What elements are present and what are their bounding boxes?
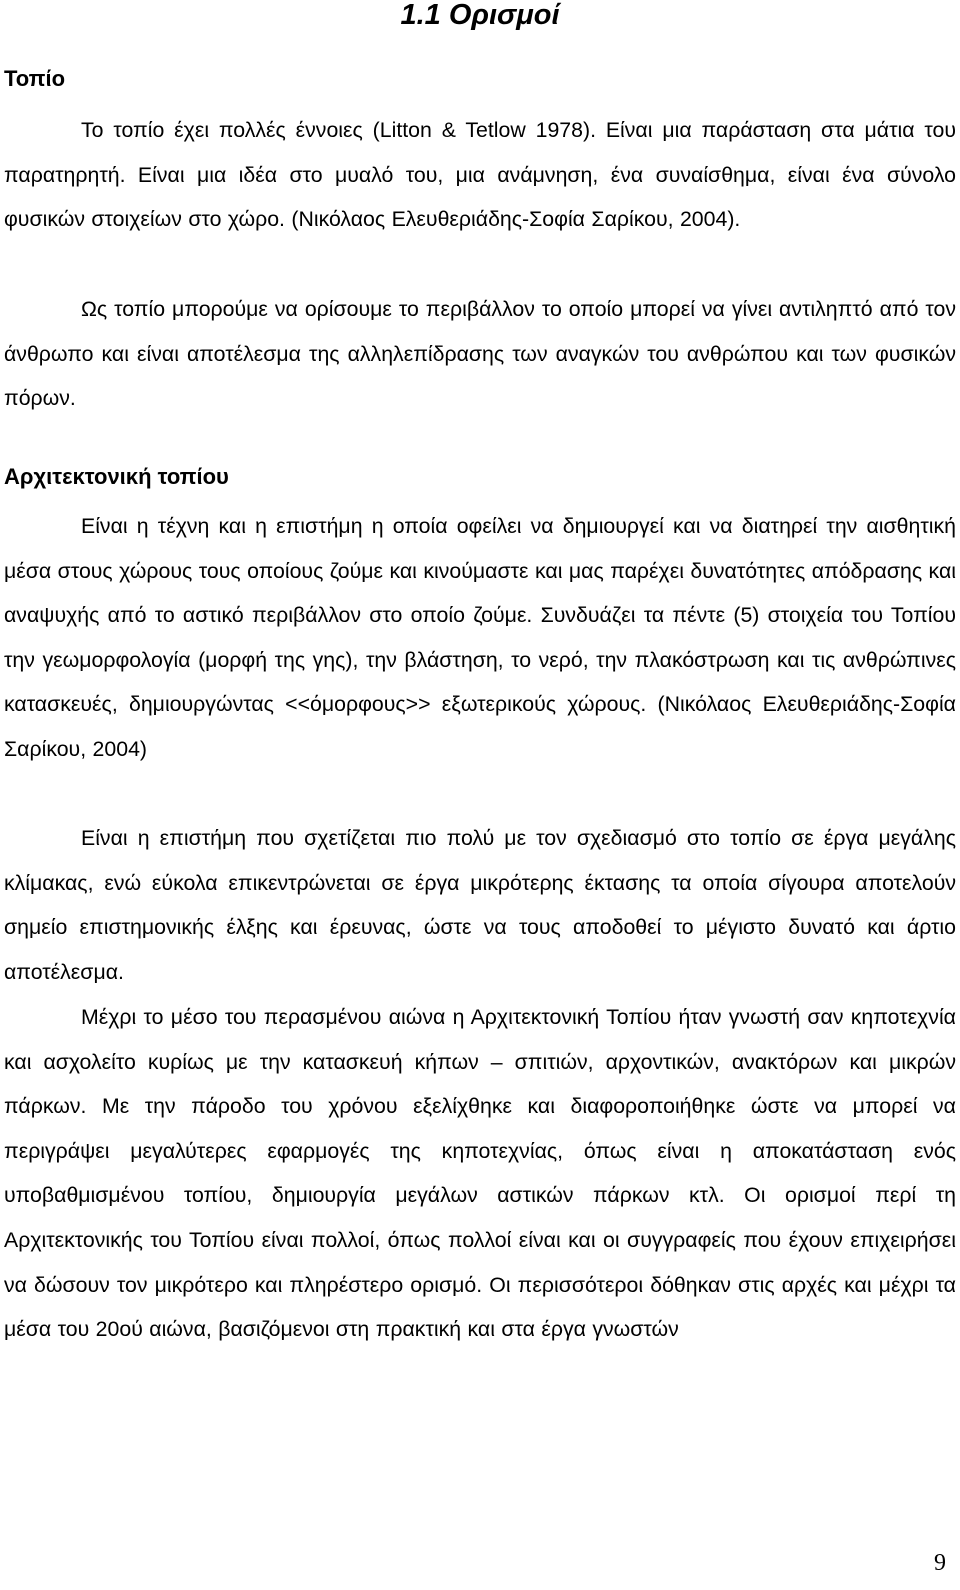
section-heading-landscape-architecture: Αρχιτεκτονική τοπίου [4,464,229,489]
paragraph-architecture-history: Μέχρι το μέσο του περασμένου αιώνα η Αρχιτεκτονική Τοπίου ήταν γνωστή σαν κηποτεχνία και ασχολείτο κυρίως με την κατασκευή κήπων – σπιτιών, αρχοντικών, ανακτόρων και μικρών πάρκων. Με την πάροδο του χρόνου εξελίχθηκε και διαφοροποιήθηκε ώστε να μπορεί να περιγράψει μεγαλύτερες εφαρμογές της κηποτεχνίας, όπως είναι η αποκατάσταση ενός υποβαθμισμένου τοπίου, δημιουργία μεγάλων αστικών πάρκων κτλ. Οι ορισμοί περί τη Αρχιτεκτονικής του Τοπίου είναι πολλοί, όπως πολλοί είναι και οι συγγραφείς που έχουν επιχειρήσει να δώσουν τον μικρότερο και πληρέστερο ορισμό. Οι περισσότεροι δόθηκαν στις αρχές και μέχρι τα μέσα του 20ού αιώνα, βασιζόμενοι στη πρακτική και στα έργα γνωστών [4,1005,956,1342]
paragraph-architecture-science: Είναι η επιστήμη που σχετίζεται πιο πολύ με τον σχεδιασμό στο τοπίο σε έργα μεγάλης κλίμακας, ενώ εύκολα επικεντρώνεται σε έργα μικρότερης έκτασης τα οποία σίγουρα αποτελούν σημείο επιστημονικής έλξης και έρευνας, ώστε να τους αποδοθεί το μέγιστο δυνατό και άρτιο αποτέλεσμα. [4,826,956,984]
section-heading-landscape: Τοπίο [4,66,66,91]
paragraph-landscape-meanings: Το τοπίο έχει πολλές έννοιες (Litton & Tetlow 1978). Είναι μια παράσταση στα μάτια του παρατηρητή. Είναι μια ιδέα στο μυαλό του, μια ανάμνηση, ένα συναίσθημα, είναι ένα σύνολο φυσικών στοιχείων στο χώρο. (Νικόλαος Ελευθεριάδης-Σοφία Σαρίκου, 2004). [4,118,956,232]
page-number: 9 [934,1550,946,1576]
paragraph-architecture-definition: Είναι η τέχνη και η επιστήμη η οποία οφείλει να δημιουργεί και να διατηρεί την αισθητική μέσα στους χώρους τους οποίους ζούμε και κινούμαστε και μας παρέχει δυνατότητες απόδρασης και αναψυχής από το αστικό περιβάλλον στο οποίο ζούμε. Συνδυάζει τα πέντε (5) στοιχεία του Τοπίου την γεωμορφολογία (μορφή της γης), την βλάστηση, το νερό, την πλακόστρωση και τις ανθρώπινες κατασκευές, δημιουργώντας <<όμορφους>> εξωτερικούς χώρους. (Νικόλαος Ελευθεριάδης-Σοφία Σαρίκου, 2004) [4,514,956,761]
page-title: 1.1 Ορισμοί [400,0,560,31]
paragraph-landscape-definition: Ως τοπίο μπορούμε να ορίσουμε το περιβάλλον το οποίο μπορεί να γίνει αντιληπτό από τον άνθρωπο και είναι αποτέλεσμα της αλληλεπίδρασης των αναγκών του ανθρώπου και των φυσικών πόρων. [4,297,956,411]
